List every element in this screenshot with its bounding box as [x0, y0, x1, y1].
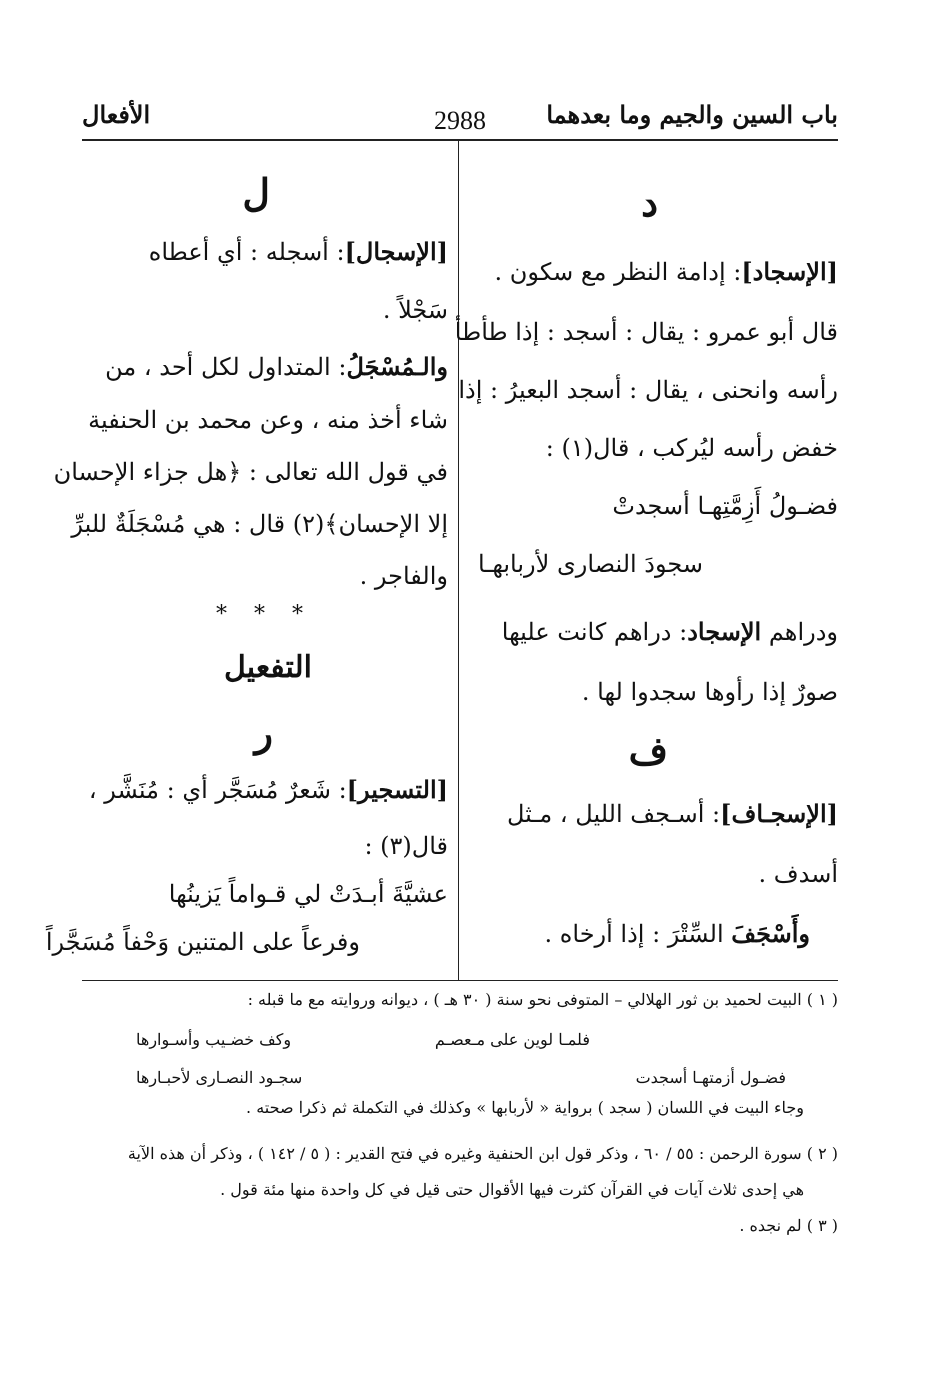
entry-text: : أسـجف الليل ، مـثل [506, 800, 721, 828]
section-title: التفعيل [224, 650, 312, 685]
verse-line: سجودَ النصارى لأربابهـا [477, 550, 703, 578]
letter-heading-ra: ر [254, 710, 273, 755]
entry-term: [التسجير] [346, 775, 448, 804]
entry-isjaf [506, 799, 838, 828]
text-line: إلا الإحسان﴾(٢) قال : هي مُسْجَلَةٌ للبرِّ [71, 510, 448, 538]
page-number: 2988 [434, 106, 486, 135]
entry-isjad-dirhams [501, 617, 838, 646]
entry-term: [الإسجال] [344, 237, 448, 266]
text-line: قال(٣) : [364, 832, 448, 860]
entry-text: : شَعرٌ مُسَجَّر أي : مُنَشَّر ، [88, 776, 347, 804]
verse-line: فضـولُ أَزِمَّتِهـا أسجدتْ [612, 492, 838, 520]
verse-line: وفرعاً على المتنين وَحْفاً مُسَجَّراً [45, 928, 360, 956]
entry-tasjir [88, 775, 448, 804]
entry-term: وأَسْجَفَ [731, 919, 810, 948]
entry-term: [الإسجـاف] [720, 799, 838, 828]
footnote-2: ( ٢ ) سورة الرحمن : ٥٥ / ٦٠ ، وذكر قول ابن الحنفية وغيره في فتح القدير : ( ٥ / ١٤٢ ) ، وذكر أن هذه الآية [127, 1144, 838, 1163]
page-header [82, 100, 838, 136]
text-line: خفض رأسه ليُركب ، قال(١) : [545, 434, 838, 462]
footnote-rule [82, 980, 838, 981]
footnote-1: ( ١ ) البيت لحميد بن ثور الهلالي – المتوفى نحو سنة ( ٣٠ هـ ) ، ديوانه وروايته مع ما قبله : [247, 990, 838, 1009]
footnote-poem-line: وكف خضـيب وأسـوارها [136, 1030, 292, 1049]
section-separator: * * * [216, 602, 313, 627]
text-line: قال أبو عمرو : يقال : أسجد : إذا طأطأ [454, 318, 838, 346]
entry-text: : إدامة النظر مع سكون . [494, 258, 742, 286]
text-line: أسدف . [758, 860, 838, 888]
entry-text: : المتداول لكل أحد ، من [105, 353, 347, 381]
verse-line: عشيَّةَ أبـدَتْ لي قـواماً يَزينُها [168, 880, 448, 908]
letter-heading-lam: ل [242, 170, 270, 215]
column-divider [458, 140, 459, 980]
entry-asjafa [544, 919, 810, 948]
footnote-poem-line: فلمـا لوين على مـعصـم [434, 1030, 590, 1049]
footnote-2-cont: هي إحدى ثلاث آيات في القرآن كثرت فيها الأقوال حتى قيل في كل واحدة منها مئة قول . [220, 1180, 804, 1199]
text-line: شاء أخذ منه ، وعن محمد بن الحنفية [88, 406, 448, 434]
entry-text: : دراهم كانت عليها [501, 618, 688, 646]
entry-term: [الإسجاد] [741, 257, 838, 286]
entry-term: الإسجاد [687, 617, 762, 646]
entry-isjad [494, 257, 838, 286]
text-line: سَجْلاً . [382, 296, 448, 324]
entry-term: والـمُسْجَلُ [346, 352, 448, 381]
footnote-poem-line: فضـول أزمتهـا أسجدت [635, 1068, 786, 1087]
entry-text: : أسجله : أي أعطاه [148, 238, 345, 266]
footnote-poem-line: سجـود النصـارى لأحبـارها [136, 1068, 303, 1087]
header-rule [82, 139, 838, 141]
chapter-title: باب السين والجيم وما بعدهما [546, 100, 838, 129]
entry-isjal [148, 237, 448, 266]
text-line: والفاجر . [359, 562, 448, 590]
text-line: صورٌ إذا رأوها سجدوا لها . [581, 678, 838, 706]
entry-prefix: ودراهم [768, 618, 838, 646]
text-line: رأسه وانحنى ، يقال : أسجد البعيرُ : إذا [458, 376, 838, 404]
footnote-1-tail: وجاء البيت في اللسان ( سجد ) برواية « لأربابها » وكذلك في التكملة ثم ذكرا صحته . [246, 1098, 804, 1117]
text-line: في قول الله تعالى : ﴿هل جزاء الإحسان [53, 458, 448, 486]
entry-musjal [105, 352, 448, 381]
letter-heading-fa: ف [628, 728, 668, 773]
section-running-title: الأفعال [82, 100, 151, 129]
letter-heading-dal: د [641, 180, 658, 225]
entry-text: السِّتْرَ : إذا أرخاه . [544, 920, 724, 948]
footnote-3: ( ٣ ) لم نجده . [739, 1216, 838, 1235]
